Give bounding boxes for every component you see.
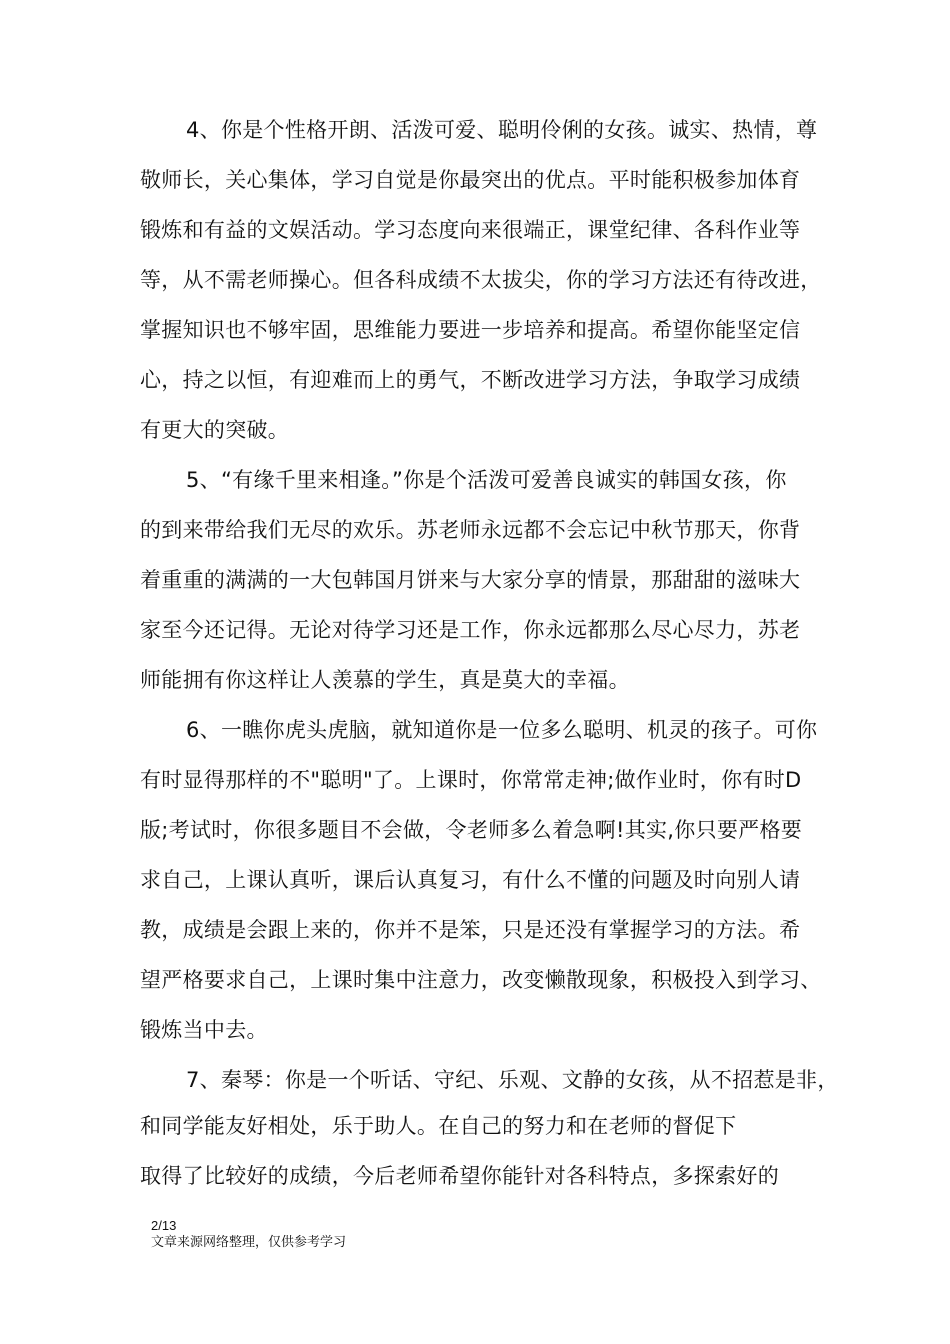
text-line: 心，持之以恒，有迎难而上的勇气，不断改进学习方法，争取学习成绩 bbox=[140, 368, 801, 392]
text-line: 有更大的突破。 bbox=[140, 418, 290, 442]
text-line: 的到来带给我们无尽的欢乐。苏老师永远都不会忘记中秋节那天，你背 bbox=[140, 518, 801, 542]
text-line: 版;考试时，你很多题目不会做，令老师多么着急啊!其实,你只要严格要 bbox=[140, 818, 803, 842]
text-line: 锻炼当中去。 bbox=[140, 1018, 268, 1042]
text-line: 师能拥有你这样让人羡慕的学生，真是莫大的幸福。 bbox=[140, 668, 630, 692]
text-line: 4、你是个性格开朗、活泼可爱、聪明伶俐的女孩。诚实、热情，尊 bbox=[186, 118, 818, 142]
text-line: 等，从不需老师操心。但各科成绩不太拔尖，你的学习方法还有待改进， bbox=[140, 268, 822, 292]
text-line: 和同学能友好相处，乐于助人。在自己的努力和在老师的督促下 bbox=[140, 1114, 737, 1138]
text-line: 着重重的满满的一大包韩国月饼来与大家分享的情景，那甜甜的滋味大 bbox=[140, 568, 801, 592]
text-line: 掌握知识也不够牢固，思维能力要进一步培养和提高。希望你能坚定信 bbox=[140, 318, 801, 342]
text-line: 6、一瞧你虎头虎脑，就知道你是一位多么聪明、机灵的孩子。可你 bbox=[186, 718, 818, 742]
text-line: 5、“有缘千里来相逢。”你是个活泼可爱善良诚实的韩国女孩，你 bbox=[186, 468, 787, 492]
text-line: 取得了比较好的成绩，今后老师希望你能针对各科特点，多探索好的 bbox=[140, 1164, 779, 1188]
page-number: 2/13 bbox=[151, 1218, 177, 1233]
text-line: 教，成绩是会跟上来的，你并不是笨，只是还没有掌握学习的方法。希 bbox=[140, 918, 801, 942]
source-note: 文章来源网络整理，仅供参考学习 bbox=[151, 1235, 347, 1250]
text-line: 家至今还记得。无论对待学习还是工作，你永远都那么尽心尽力，苏老 bbox=[140, 618, 801, 642]
text-line: 求自己，上课认真听，课后认真复习，有什么不懂的问题及时向别人请 bbox=[140, 868, 801, 892]
text-line: 敬师长，关心集体，学习自觉是你最突出的优点。平时能积极参加体育 bbox=[140, 168, 801, 192]
text-line: 7、秦琴：你是一个听话、守纪、乐观、文静的女孩，从不招惹是非， bbox=[186, 1068, 839, 1092]
text-line: 锻炼和有益的文娱活动。学习态度向来很端正，课堂纪律、各科作业等 bbox=[140, 218, 801, 242]
text-line: 有时显得那样的不"聪明"了。上课时，你常常走神;做作业时，你有时D bbox=[140, 768, 802, 792]
text-line: 望严格要求自己，上课时集中注意力，改变懒散现象，积极投入到学习、 bbox=[140, 968, 822, 992]
